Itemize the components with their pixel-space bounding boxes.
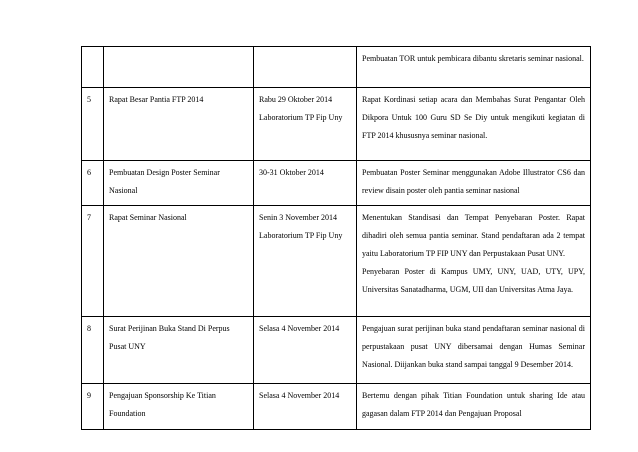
activity-cell: Pengajuan Sponsorship Ke Titian Foundation (104, 384, 254, 430)
activity-cell: Rapat Seminar Nasional (104, 206, 254, 317)
time-place-cell: Senin 3 November 2014 Laboratorium TP Fip Uny (254, 206, 357, 317)
table-row (82, 384, 591, 430)
activity-log-table (81, 46, 591, 430)
row-number-cell: 7 (82, 206, 104, 317)
time-place-cell (254, 47, 357, 88)
description-cell: Pembuatan TOR untuk pembicara dibantu skretaris seminar nasional. (357, 47, 591, 88)
table-row (82, 317, 591, 384)
row-number-cell: 6 (82, 161, 104, 206)
table-row (82, 47, 591, 88)
row-number-cell: 9 (82, 384, 104, 430)
description-cell (357, 206, 591, 317)
table-row (82, 88, 591, 161)
activity-cell: Pembuatan Design Poster Seminar Nasional (104, 161, 254, 206)
time-place-cell: Selasa 4 November 2014 (254, 317, 357, 384)
time-place-cell: 30-31 Oktober 2014 (254, 161, 357, 206)
description-paragraph: Penyebaran Poster di Kampus UMY, UNY, UAD, UTY, UPY, Universitas Sanatadharma, UGM, UII dan Universitas Atma Jaya. (362, 267, 585, 294)
activity-cell (104, 47, 254, 88)
row-number-cell (82, 47, 104, 88)
description-cell: Pembuatan Poster Seminar menggunakan Adobe Illustrator CS6 dan review disain poster oleh pantia seminar nasional (357, 161, 591, 206)
row-number-cell: 5 (82, 88, 104, 161)
time-place-cell: Rabu 29 Oktober 2014 Laboratorium TP Fip Uny (254, 88, 357, 161)
table-row (82, 161, 591, 206)
description-cell: Bertemu dengan pihak Titian Foundation untuk sharing Ide atau gagasan dalam FTP 2014 dan Pengajuan Proposal (357, 384, 591, 430)
activity-cell: Surat Perijinan Buka Stand Di Perpus Pusat UNY (104, 317, 254, 384)
table-row (82, 206, 591, 317)
row-number-cell: 8 (82, 317, 104, 384)
time-place-cell: Selasa 4 November 2014 (254, 384, 357, 430)
description-paragraph: Menentukan Standisasi dan Tempat Penyebaran Poster. Rapat dihadiri oleh semua pantia seminar. Stand pendaftaran ada 2 tempat yaitu Laboratorium TP FIP UNY dan Perpustakaan Pusat UNY. (362, 213, 585, 258)
activity-cell: Rapat Besar Pantia FTP 2014 (104, 88, 254, 161)
description-cell: Pengajuan surat perijinan buka stand pendaftaran seminar nasional di perpustakaan pusat UNY dibersamai dengan Humas Seminar Nasional. Diijankan buka stand sampai tanggal 9 Desember 2014. (357, 317, 591, 384)
description-cell: Rapat Kordinasi setiap acara dan Membahas Surat Pengantar Oleh Dikpora Untuk 100 Guru SD Se Diy untuk mengikuti kegiatan di FTP 2014 khususnya seminar nasional. (357, 88, 591, 161)
